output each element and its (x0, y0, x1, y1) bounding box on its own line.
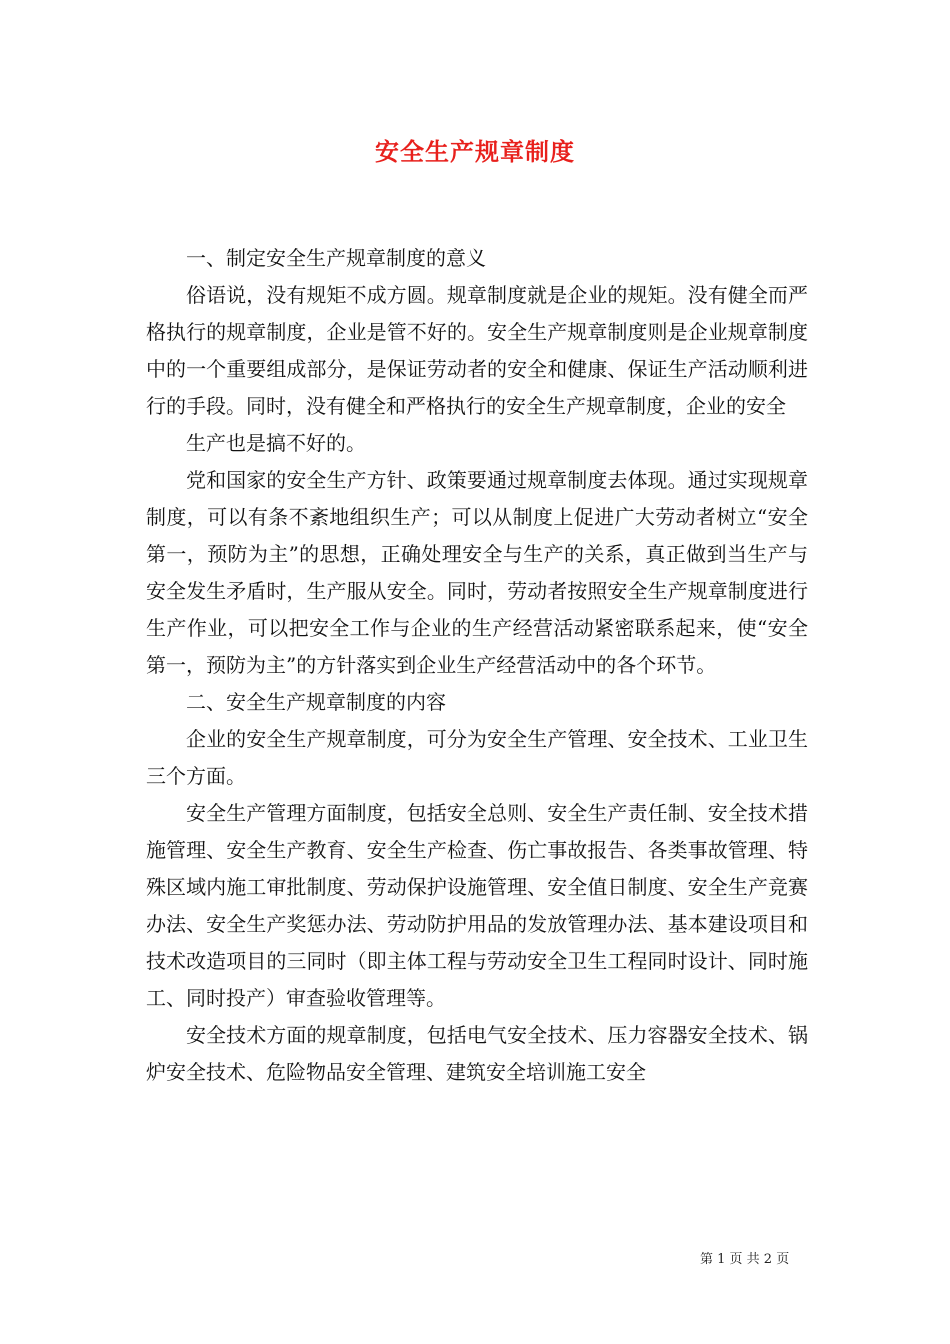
document-title: 安全生产规章制度 (375, 137, 575, 166)
paragraph-6: 安全技术方面的规章制度，包括电气安全技术、压力容器安全技术、锅炉安全技术、危险物品安全管理、建筑安全培训施工安全 (146, 1023, 808, 1084)
paragraph-2: 生产也是搞不好的。 (186, 431, 366, 455)
section-heading-1: 一、制定安全生产规章制度的意义 (186, 246, 486, 270)
page-number-footer: 第 1 页 共 2 页 (700, 1252, 790, 1267)
document-body (146, 240, 808, 1091)
paragraph-5: 安全生产管理方面制度，包括安全总则、安全生产责任制、安全技术措施管理、安全生产教育、安全生产检查、伤亡事故报告、各类事故管理、特殊区域内施工审批制度、劳动保护设施管理、安全值日制度、安全生产竞赛办法、安全生产奖惩办法、劳动防护用品的发放管理办法、基本建设项目和技术改造项目的三同时（即主体工程与劳动安全卫生工程同时设计、同时施工、同时投产）审查验收管理等。 (146, 801, 808, 1010)
paragraph-3: 党和国家的安全生产方针、政策要通过规章制度去体现。通过实现规章制度，可以有条不紊地组织生产；可以从制度上促进广大劳动者树立“安全第一，预防为主”的思想，正确处理安全与生产的关系，真正做到当生产与安全发生矛盾时，生产服从安全。同时，劳动者按照安全生产规章制度进行生产作业，可以把安全工作与企业的生产经营活动紧密联系起来，使“安全第一，预防为主”的方针落实到企业生产经营活动中的各个环节。 (146, 468, 808, 677)
paragraph-1: 俗语说，没有规矩不成方圆。规章制度就是企业的规矩。没有健全而严格执行的规章制度，企业是管不好的。安全生产规章制度则是企业规章制度中的一个重要组成部分，是保证劳动者的安全和健康、保证生产活动顺利进行的手段。同时，没有健全和严格执行的安全生产规章制度，企业的安全 (146, 283, 808, 418)
paragraph-4: 企业的安全生产规章制度，可分为安全生产管理、安全技术、工业卫生三个方面。 (146, 727, 808, 788)
section-heading-2: 二、安全生产规章制度的内容 (186, 690, 446, 714)
